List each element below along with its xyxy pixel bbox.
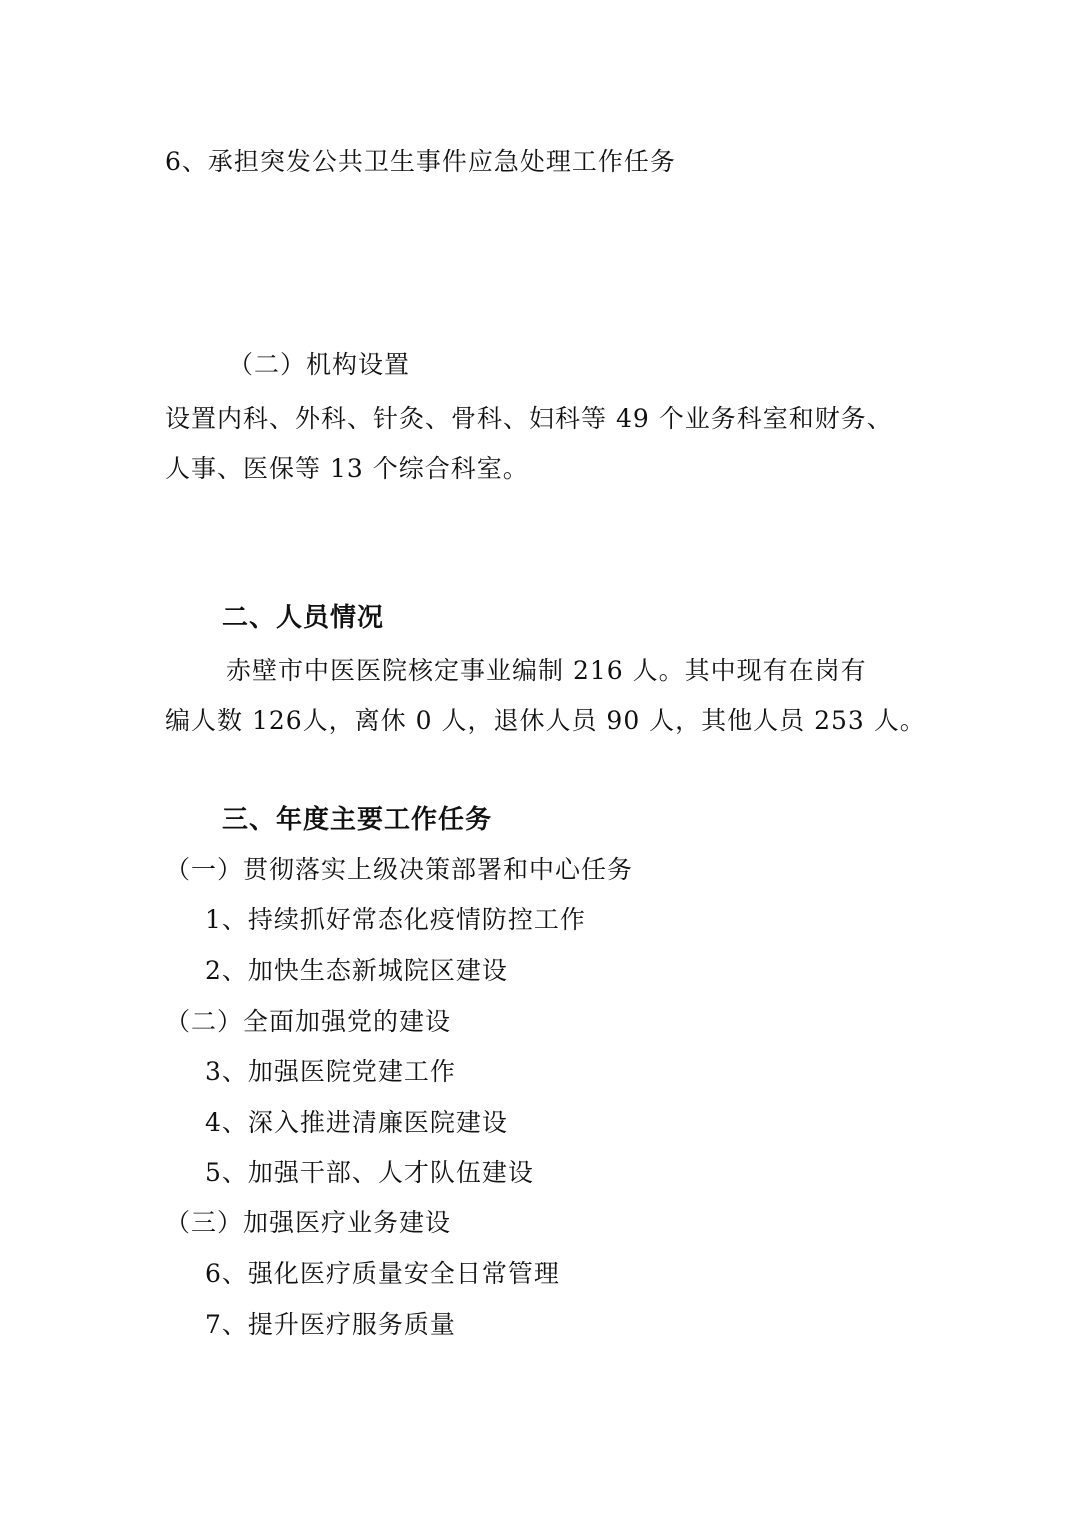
section-org-setup-title: （二）机构设置: [228, 350, 411, 379]
org-setup-paragraph-line-1: 设置内科、外科、针灸、骨科、妇科等 49 个业务科室和财务、: [165, 404, 893, 433]
org-setup-paragraph-line-2: 人事、医保等 13 个综合科室。: [165, 454, 529, 483]
duty-item-6: 6、承担突发公共卫生事件应急处理工作任务: [165, 147, 676, 176]
task-group-2: （二）全面加强党的建设: [165, 1007, 452, 1036]
task-item-2: 2、加快生态新城院区建设: [205, 956, 508, 985]
task-group-1: （一）贯彻落实上级决策部署和中心任务: [165, 855, 634, 884]
section-staff-heading: 二、人员情况: [222, 603, 385, 633]
task-item-4: 4、深入推进清廉医院建设: [205, 1108, 508, 1137]
task-item-3: 3、加强医院党建工作: [205, 1057, 456, 1086]
task-item-6: 6、强化医疗质量安全日常管理: [205, 1259, 560, 1288]
staff-paragraph-line-1: 赤壁市中医医院核定事业编制 216 人。其中现有在岗有: [226, 656, 867, 685]
task-group-3: （三）加强医疗业务建设: [165, 1208, 452, 1237]
task-item-5: 5、加强干部、人才队伍建设: [205, 1158, 534, 1187]
staff-paragraph-line-2: 编人数 126人，离休 0 人，退休人员 90 人，其他人员 253 人。: [165, 706, 926, 735]
task-item-7: 7、提升医疗服务质量: [205, 1310, 456, 1339]
section-annual-tasks-heading: 三、年度主要工作任务: [222, 805, 493, 835]
task-item-1: 1、持续抓好常态化疫情防控工作: [205, 905, 586, 934]
